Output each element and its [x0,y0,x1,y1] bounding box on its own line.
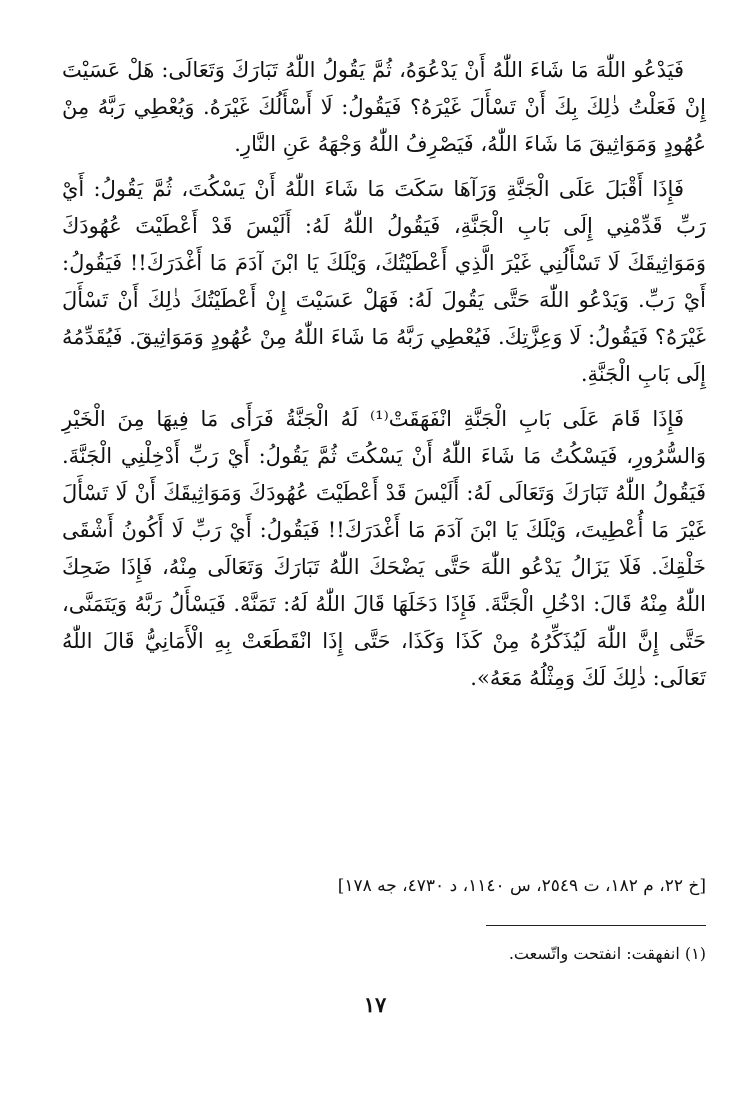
hadith-text [62,52,706,697]
paragraph-1: فَيَدْعُو اللّٰهَ مَا شَاءَ اللّٰهُ أَنْ يَدْعُوَهُ، ثُمَّ يَقُولُ اللّٰهُ تَبَارَكَ وَتَعَالَى: هَلْ عَسَيْتَ إِنْ فَعَلْتُ ذٰلِكَ بِكَ أَنْ تَسْأَلَ غَيْرَهُ؟ فَيَقُولُ: لَا أَسْأَلُكَ غَيْرَهُ. وَيُعْطِي رَبَّهُ مِنْ عُهُودٍ وَمَوَاثِيقَ مَا شَاءَ اللّٰهُ، فَيَصْرِفُ اللّٰهُ وَجْهَهُ عَنِ النَّارِ. [62,58,706,156]
paragraph-2: فَإِذَا أَقْبَلَ عَلَى الْجَنَّةِ وَرَآهَا سَكَتَ مَا شَاءَ اللّٰهُ أَنْ يَسْكُتَ، ثُمَّ يَقُولُ: أَيْ رَبِّ قَدِّمْنِي إِلَى بَابِ الْجَنَّةِ، فَيَقُولُ اللّٰهُ لَهُ: أَلَيْسَ قَدْ أَعْطَيْتَ عُهُودَكَ وَمَوَاثِيقَكَ لَا تَسْأَلُنِي غَيْرَ الَّذِي أَعْطَيْتُكَ، وَيْلَكَ يَا ابْنَ آدَمَ مَا أَغْدَرَكَ!! فَيَقُولُ: أَيْ رَبِّ. وَيَدْعُو اللّٰهَ حَتَّى يَقُولَ لَهُ: فَهَلْ عَسَيْتَ إِنْ أَعْطَيْتُكَ ذٰلِكَ أَنْ تَسْأَلَ غَيْرَهُ؟ فَيَقُولُ: لَا وَعِزَّتِكَ. فَيُعْطِي رَبَّهُ مَا شَاءَ اللّٰهُ مِنْ عُهُودٍ وَمَوَاثِيقَ. فَيُقَدِّمُهُ إِلَى بَابِ الْجَنَّةِ. [62,177,706,386]
paragraph-3: فَإِذَا قَامَ عَلَى بَابِ الْجَنَّةِ انْفَهَقَتْ⁽¹⁾ لَهُ الْجَنَّةُ فَرَأَى مَا فِيهَا مِنَ الْخَيْرِ وَالسُّرُورِ، فَيَسْكُتُ مَا شَاءَ اللّٰهُ أَنْ يَسْكُتَ ثُمَّ يَقُولُ: أَيْ رَبِّ أَدْخِلْنِي الْجَنَّةَ. فَيَقُولُ اللّٰهُ تَبَارَكَ وَتَعَالَى لَهُ: أَلَيْسَ قَدْ أَعْطَيْتَ عُهُودَكَ وَمَوَاثِيقَكَ أَنْ لَا تَسْأَلَ غَيْرَ مَا أُعْطِيتَ، وَيْلَكَ يَا ابْنَ آدَمَ مَا أَغْدَرَكَ!! فَيَقُولُ: أَيْ رَبِّ لَا أَكُونُ أَشْقَى خَلْقِكَ. فَلَا يَزَالُ يَدْعُو اللّٰهَ حَتَّى يَضْحَكَ اللّٰهُ تَبَارَكَ وَتَعَالَى مِنْهُ، فَإِذَا ضَحِكَ اللّٰهُ مِنْهُ قَالَ: ادْخُلِ الْجَنَّةَ. فَإِذَا دَخَلَهَا قَالَ اللّٰهُ لَهُ: تَمَنَّهْ. فَيَسْأَلُ رَبَّهُ وَيَتَمَنَّى، حَتَّى إِنَّ اللّٰهَ لَيُذَكِّرُهُ مِنْ كَذَا وَكَذَا، حَتَّى إِذَا انْقَطَعَتْ بِهِ الْأَمَانِيُّ قَالَ اللّٰهُ تَعَالَى: ذٰلِكَ لَكَ وَمِثْلُهُ مَعَهُ». [62,407,706,690]
source-references: [خ ٢٢، م ١٨٢، ت ٢٥٤٩، س ١١٤٠، د ٤٧٣٠، جه ١٧٨] [337,876,706,896]
footnote: (١) انفهقت: انفتحت واتّسعت. [508,944,706,963]
page-number: ١٧ [363,992,387,1017]
footnote-divider [486,925,706,926]
